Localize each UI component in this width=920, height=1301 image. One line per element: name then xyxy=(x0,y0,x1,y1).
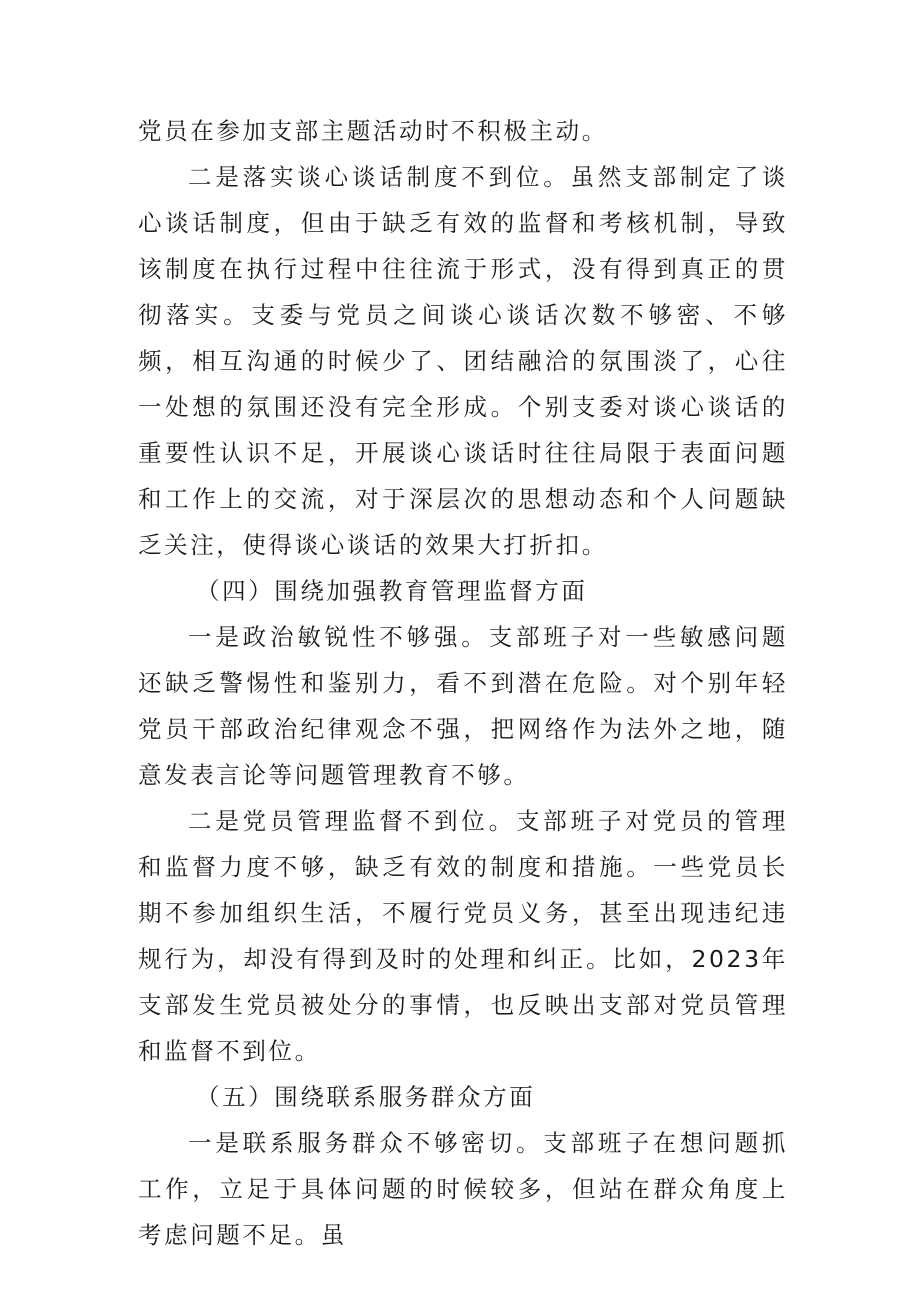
paragraph-contact-masses: 一是联系服务群众不够密切。支部班子在想问题抓工作，立足于具体问题的时候较多，但站在群众角度上考虑问题不足。虽 xyxy=(138,1129,788,1249)
section-heading-serving-masses: （五）围绕联系服务群众方面 xyxy=(196,1083,536,1111)
document-body xyxy=(138,108,788,1258)
paragraph-talk-system: 二是落实谈心谈话制度不到位。虽然支部制定了谈心谈话制度，但由于缺乏有效的监督和考核机制，导致该制度在执行过程中往往流于形式，没有得到真正的贯彻落实。支委与党员之间谈心谈话次数不够密、不够频，相互沟通的时候少了、团结融洽的氛围淡了，心往一处想的氛围还没有完全形成。个别支委对谈心谈话的重要性认识不足，开展谈心谈话时往往局限于表面问题和工作上的交流，对于深层次的思想动态和个人问题缺乏关注，使得谈心谈话的效果大打折扣。 xyxy=(138,163,788,559)
paragraph-member-supervision: 二是党员管理监督不到位。支部班子对党员的管理和监督力度不够，缺乏有效的制度和措施。一些党员长期不参加组织生活，不履行党员义务，甚至出现违纪违规行为，却没有得到及时的处理和纠正。比如，2023年支部发生党员被处分的事情，也反映出支部对党员管理和监督不到位。 xyxy=(138,807,788,1065)
paragraph-political-sensitivity: 一是政治敏锐性不够强。支部班子对一些敏感问题还缺乏警惕性和鉴别力，看不到潜在危险。对个别年轻党员干部政治纪律观念不强，把网络作为法外之地，随意发表言论等问题管理教育不够。 xyxy=(138,623,788,789)
section-heading-education-supervision: （四）围绕加强教育管理监督方面 xyxy=(196,577,588,605)
paragraph-continued: 党员在参加支部主题活动时不积极主动。 xyxy=(138,117,608,145)
